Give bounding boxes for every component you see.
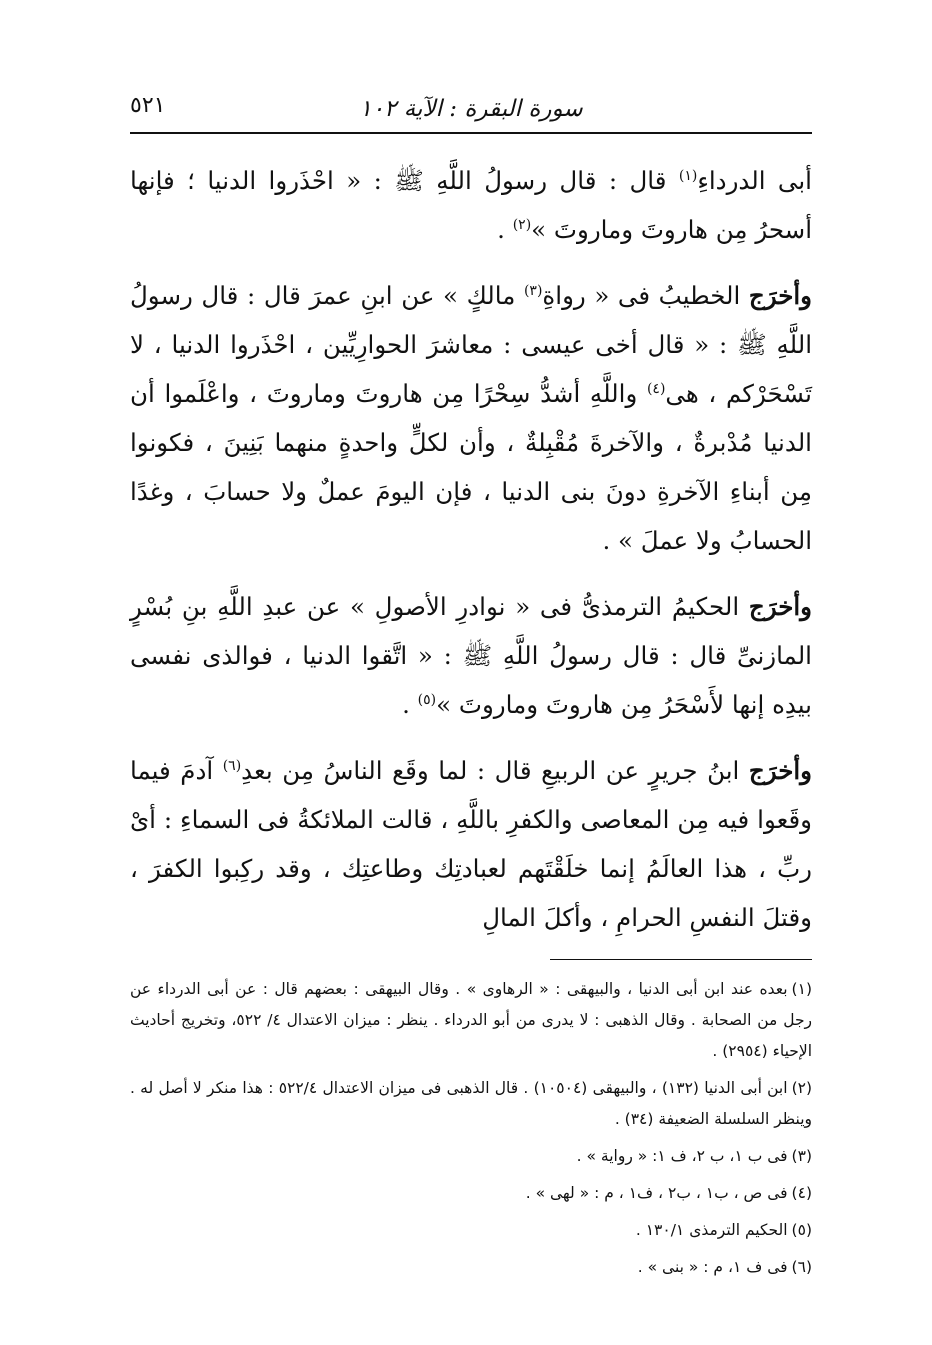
text-segment: الخطيبُ فى « رواةِ	[542, 281, 749, 310]
text-segment: واللَّهِ أشدُّ سِحْرًا مِن هاروتَ وماروتَ ، واعْلَموا أن الدنيا مُدْبرةٌ ، والآخرةَ مُقْبِلةٌ ، وأن لكلٍّ واحدةٍ منهما بَنِينَ ، فكونوا مِن أبناءِ الآخرةِ دونَ بنى الدنيا ، فإن اليومَ عملٌ ولا حسابَ ، وغدًا الحسابُ ولا عملَ » .	[130, 379, 812, 555]
paragraph	[130, 271, 812, 565]
footnote-text: فى ب ١، ب ٢، ف ١: « رواية » .	[576, 1147, 788, 1165]
footnote-number: (٤)	[791, 1184, 812, 1202]
footnote-text: فى ص ، ب١ ، ب٢ ، ف١ ، م : « لهى » .	[525, 1184, 788, 1202]
footnote-text: الحكيم الترمذى ١٣٠/١ .	[635, 1221, 788, 1239]
footnote-reference[interactable]: (٢)	[512, 216, 532, 233]
footnote	[130, 1215, 812, 1246]
footnote-separator	[550, 959, 812, 960]
footnote-number: (٥)	[791, 1221, 812, 1239]
footnote-reference[interactable]: (١)	[678, 167, 698, 184]
text-segment: آدمَ فيما وقَعوا فيه مِن المعاصى والكفرِ باللَّهِ ، قالت الملائكةُ فى السماءِ : أىْ ربِّ ، هذا العالَمُ إنما خلَقْتَهم لعبادتِك وطاعتِك ، وقد ركِبوا الكفرَ ، وقتلَ النفسِ الحرامِ ، وأكلَ المالِ	[130, 756, 812, 932]
paragraph	[130, 156, 812, 254]
footnote-reference[interactable]: (٥)	[417, 691, 437, 708]
footnote-text: بعده عند ابن أبى الدنيا ، والبيهقى : « الرهاوى » . وقال البيهقى : بعضهم قال : عن أبى الدرداء عن رجل من الصحابة . وقال الذهبى : لا يدرى من أبو الدرداء . ينظر : ميزان الاعتدال ٤/ ٥٢٢، وتخريج أحاديث الإحياء (٢٩٥٤) .	[130, 980, 813, 1060]
paragraph	[130, 582, 812, 729]
page-number: ٥٢١	[130, 93, 166, 118]
header-rule	[130, 132, 812, 134]
text-segment: مالكٍ » عن ابنِ عمرَ قال : قال رسولُ اللَّهِ ﷺ : « قال أخى عيسى : معاشرَ الحوارِيِّين ، احْذَروا الدنيا ، لا تَسْحَرْكم ، هى	[130, 281, 812, 408]
text-segment: أبى الدرداءِ	[697, 166, 812, 195]
footnote	[130, 1252, 812, 1283]
footnote-text: فى ف ١، م : « بنى » .	[637, 1258, 788, 1276]
footnote	[130, 1141, 812, 1172]
text-segment: .	[497, 215, 513, 244]
footnote	[130, 974, 812, 1067]
footnote-reference[interactable]: (٣)	[523, 282, 543, 299]
lead-word: وأخرَج	[748, 592, 812, 621]
text-segment: قال : قال رسولُ اللَّهِ ﷺ : « احْذَروا الدنيا ؛ فإنها أسحرُ مِن هاروتَ وماروتَ »	[130, 166, 812, 244]
main-text	[130, 156, 812, 942]
footnote	[130, 1178, 812, 1209]
running-header	[130, 82, 812, 124]
footnotes	[130, 974, 812, 1283]
lead-word: وأخرَج	[748, 281, 813, 310]
text-segment: الحكيمُ الترمذىُّ فى « نوادرِ الأصولِ » عن عبدِ اللَّهِ بنِ بُسْرٍ المازنىِّ قال : قال رسولُ اللَّهِ ﷺ : « اتَّقوا الدنيا ، فوالذى نفسى بيدِه إنها لأَسْحَرُ مِن هاروتَ وماروتَ »	[130, 592, 812, 719]
footnote	[130, 1073, 812, 1135]
paragraph	[130, 746, 812, 942]
lead-word: وأخرَج	[748, 756, 813, 785]
text-segment: ابنُ جريرٍ عن الربيعِ قال : لما وقَع الناسُ مِن بعدِ	[241, 756, 749, 785]
footnote-reference[interactable]: (٦)	[222, 757, 242, 774]
footnote-reference[interactable]: (٤)	[646, 380, 666, 397]
text-segment: .	[402, 690, 418, 719]
footnote-number: (١)	[791, 980, 812, 998]
footnote-number: (٦)	[791, 1258, 812, 1276]
running-title: سورة البقرة : الآية ١٠٢	[359, 96, 583, 122]
book-page	[130, 82, 812, 1289]
footnote-number: (٢)	[791, 1079, 813, 1097]
footnote-text: ابن أبى الدنيا (١٣٢) ، والبيهقى (١٠٥٠٤) . قال الذهبى فى ميزان الاعتدال ٥٢٢/٤ : هذا منكر لا أصل له . وينظر السلسلة الضعيفة (٣٤) .	[130, 1079, 812, 1128]
footnote-number: (٣)	[791, 1147, 812, 1165]
